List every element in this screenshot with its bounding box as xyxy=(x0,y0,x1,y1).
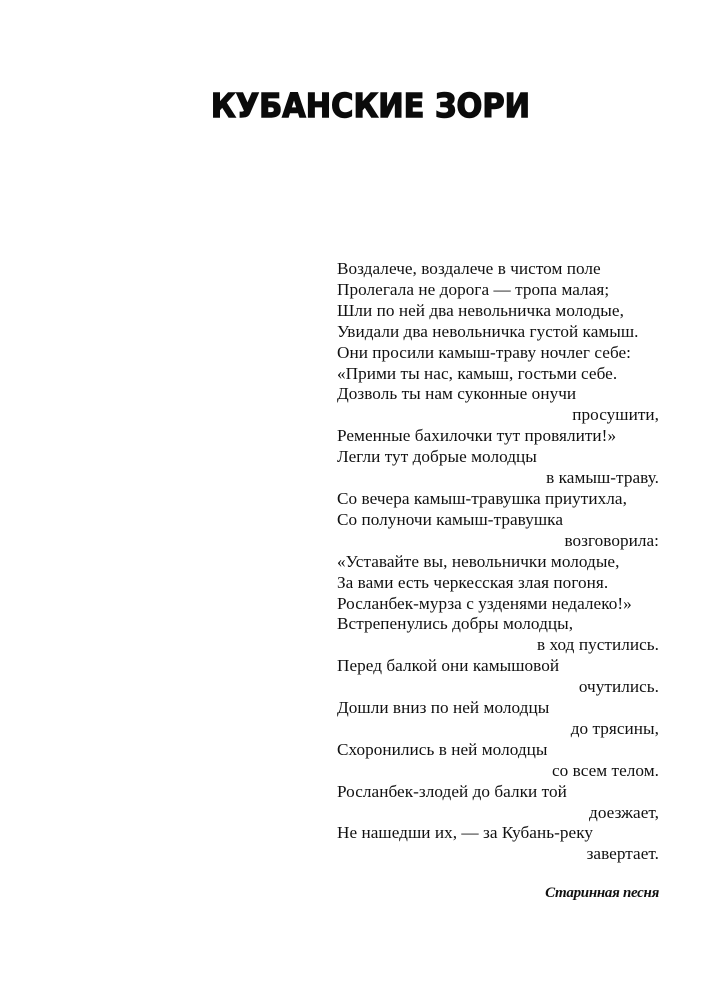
poem-line: Не нашедши их, — за Кубань-реку xyxy=(337,823,594,843)
poem-line: Встрепенулись добры молодцы, xyxy=(337,614,574,634)
poem-line: Легли тут добрые молодцы xyxy=(337,447,537,467)
poem-line-continuation: со всем телом. xyxy=(551,760,659,780)
poem-line: Росланбек-мурза с узденями недалеко!» xyxy=(337,593,632,613)
poem-line-continuation: просушити, xyxy=(572,405,659,425)
poem-line: «Уставайте вы, невольнички молодые, xyxy=(337,551,620,571)
poem-line: Пролегала не дорога — тропа малая; xyxy=(337,279,610,299)
poem-line: «Прими ты нас, камыш, гостьми себе. xyxy=(337,363,618,383)
poem-line: Перед балкой они камышовой xyxy=(337,656,560,676)
poem-line: Росланбек-злодей до балки той xyxy=(337,781,567,801)
poem-line: Дошли вниз по ней молодцы xyxy=(337,698,550,718)
poem-line: Увидали два невольничка густой камыш. xyxy=(337,321,639,341)
poem-line: Со полуночи камыш-травушка xyxy=(337,509,563,529)
attribution: Старинная песня xyxy=(545,885,659,901)
poem-line-continuation: очутились. xyxy=(578,677,659,697)
poem-line-continuation: до трясины, xyxy=(570,718,659,738)
poem-line-continuation: доезжает, xyxy=(589,802,659,822)
poem-line: Схоронились в ней молодцы xyxy=(337,739,548,759)
poem-line-continuation: завертает. xyxy=(586,844,659,864)
poem-line: Ременные бахилочки тут провялити!» xyxy=(337,426,617,446)
page-title: КУБАНСКИЕ ЗОРИ xyxy=(210,86,531,125)
poem-line: За вами есть черкесская злая погоня. xyxy=(337,572,609,592)
poem-line: Воздалече, воздалече в чистом поле xyxy=(337,259,601,278)
poem-body xyxy=(337,259,659,865)
poem-line: Со вечера камыш-травушка приутихла, xyxy=(337,488,627,508)
poem-line: Шли по ней два невольничка молодые, xyxy=(337,300,624,320)
poem-line: Дозволь ты нам суконные онучи xyxy=(337,384,577,404)
poem-line: Они просили камыш-траву ночлег себе: xyxy=(337,342,632,362)
poem-line-continuation: возговорила: xyxy=(564,530,659,550)
poem-line-continuation: в ход пустились. xyxy=(537,635,659,655)
poem-line-continuation: в камыш-траву. xyxy=(546,468,659,488)
